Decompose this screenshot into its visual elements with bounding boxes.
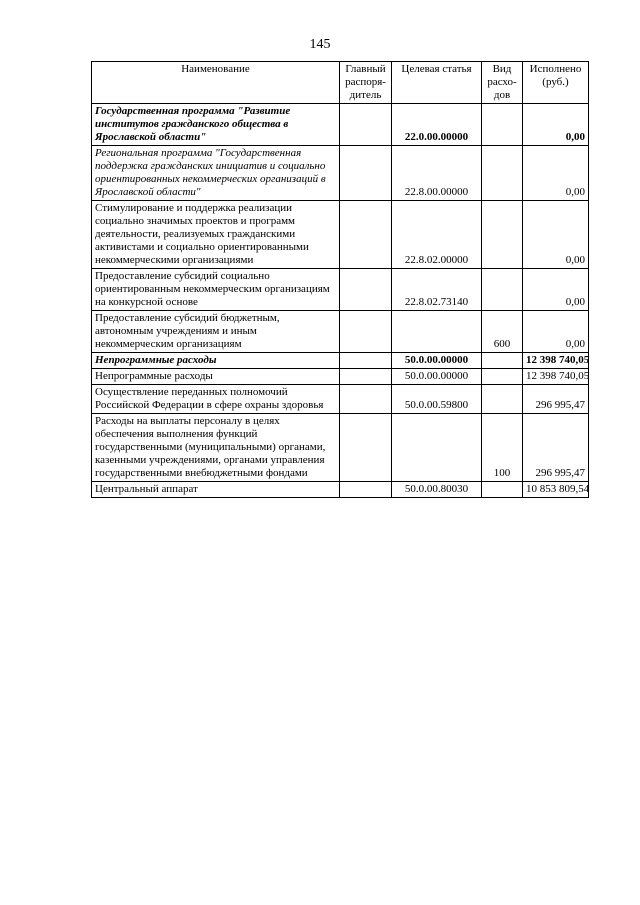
cell-administrator	[340, 269, 392, 311]
cell-administrator	[340, 414, 392, 482]
cell-name: Осуществление переданных полномочий Российской Федерации в сфере охраны здоровья	[92, 385, 340, 414]
cell-target: 22.8.02.73140	[392, 269, 482, 311]
table-row	[92, 353, 589, 369]
table-row	[92, 311, 589, 353]
table-row	[92, 104, 589, 146]
cell-name: Предоставление субсидий бюджетным, автономным учреждениям и иным некоммерческим организациям	[92, 311, 340, 353]
table-body	[92, 104, 589, 498]
table-row	[92, 482, 589, 498]
table-row	[92, 201, 589, 269]
cell-expense-type	[482, 201, 523, 269]
table-row	[92, 414, 589, 482]
cell-target	[392, 414, 482, 482]
cell-target: 50.0.00.00000	[392, 369, 482, 385]
cell-name: Региональная программа "Государственная поддержка гражданских инициатив и социально ориентированных некоммерческих организаций в Ярославской области"	[92, 146, 340, 201]
cell-expense-type: 100	[482, 414, 523, 482]
cell-amount: 12 398 740,05	[523, 369, 589, 385]
cell-expense-type	[482, 385, 523, 414]
cell-expense-type	[482, 369, 523, 385]
cell-administrator	[340, 104, 392, 146]
cell-amount: 0,00	[523, 104, 589, 146]
cell-amount: 296 995,47	[523, 385, 589, 414]
cell-target: 22.8.00.00000	[392, 146, 482, 201]
cell-administrator	[340, 201, 392, 269]
cell-target: 50.0.00.59800	[392, 385, 482, 414]
cell-name: Непрограммные расходы	[92, 369, 340, 385]
cell-expense-type: 600	[482, 311, 523, 353]
cell-name: Стимулирование и поддержка реализации социально значимых проектов и программ деятельности, реализуемых гражданскими активистами и социально ориентированными некоммерческими организациями	[92, 201, 340, 269]
header-name: Наименование	[92, 62, 340, 104]
cell-amount: 296 995,47	[523, 414, 589, 482]
table-row	[92, 385, 589, 414]
cell-name: Государственная программа "Развитие институтов гражданского общества в Ярославской области"	[92, 104, 340, 146]
cell-amount: 10 853 809,54	[523, 482, 589, 498]
cell-expense-type	[482, 353, 523, 369]
cell-target: 22.8.02.00000	[392, 201, 482, 269]
cell-name: Непрограммные расходы	[92, 353, 340, 369]
cell-target: 22.0.00.00000	[392, 104, 482, 146]
cell-amount: 12 398 740,05	[523, 353, 589, 369]
header-administrator: Главный распоря-дитель	[340, 62, 392, 104]
cell-name: Предоставление субсидий социально ориентированным некоммерческим организациям на конкурсной основе	[92, 269, 340, 311]
budget-execution-table	[91, 61, 589, 498]
cell-name: Расходы на выплаты персоналу в целях обеспечения выполнения функций государственными (муниципальными) органами, казенными учреждениями, органами управления государственными внебюджетными фондами	[92, 414, 340, 482]
cell-amount: 0,00	[523, 201, 589, 269]
cell-expense-type	[482, 269, 523, 311]
cell-amount: 0,00	[523, 311, 589, 353]
cell-administrator	[340, 482, 392, 498]
header-expense-type: Вид расхо-дов	[482, 62, 523, 104]
cell-target	[392, 311, 482, 353]
cell-administrator	[340, 353, 392, 369]
cell-expense-type	[482, 482, 523, 498]
cell-expense-type	[482, 104, 523, 146]
header-target: Целевая статья	[392, 62, 482, 104]
cell-amount: 0,00	[523, 146, 589, 201]
cell-administrator	[340, 385, 392, 414]
cell-administrator	[340, 369, 392, 385]
table-row	[92, 269, 589, 311]
table-row	[92, 146, 589, 201]
cell-target: 50.0.00.80030	[392, 482, 482, 498]
page-number: 145	[309, 37, 331, 52]
header-amount: Исполнено (руб.)	[523, 62, 589, 104]
table-row	[92, 369, 589, 385]
cell-amount: 0,00	[523, 269, 589, 311]
cell-expense-type	[482, 146, 523, 201]
table-header-row	[92, 62, 589, 104]
cell-target: 50.0.00.00000	[392, 353, 482, 369]
cell-name: Центральный аппарат	[92, 482, 340, 498]
cell-administrator	[340, 311, 392, 353]
cell-administrator	[340, 146, 392, 201]
